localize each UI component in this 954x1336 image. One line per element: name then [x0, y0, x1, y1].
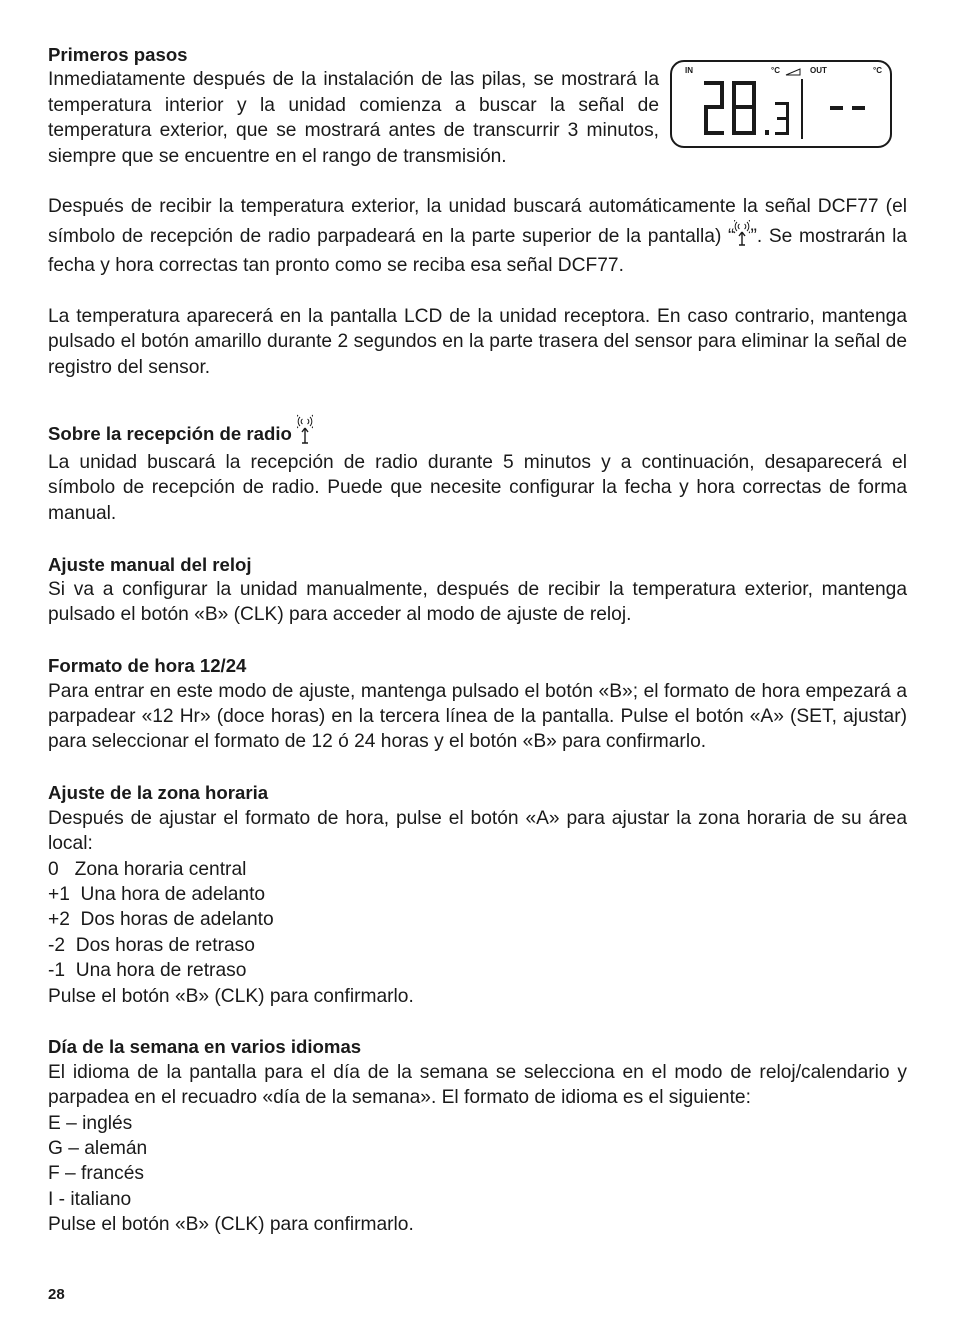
lcd-digit-2 — [704, 81, 724, 135]
list-item: -1 Una hora de retraso — [48, 960, 247, 982]
antenna-icon — [734, 220, 750, 253]
list-item: -2 Dos horas de retraso — [48, 934, 255, 956]
paragraph-primeros-pasos: Inmediatamente después de la instalación de las pilas, se mostrará la temperatura interior y la unidad comienza a buscar la señal de temperatura exterior, que se mostrará antes de transcurrir 3 minutos, siempre que se encuentre en el rango de transmisión. — [48, 69, 659, 167]
heading-dia-semana: Día de la semana en varios idiomas — [48, 1036, 362, 1058]
list-item: F – francés — [48, 1163, 144, 1185]
lcd-out-label: OUT — [810, 66, 827, 75]
heading-formato-hora: Formato de hora 12/24 — [48, 655, 247, 677]
confirm-zona: Pulse el botón «B» (CLK) para confirmarlo. — [48, 985, 414, 1007]
paragraph-dia-semana: El idioma de la pantalla para el día de la semana se selecciona en el modo de reloj/calendario y parpadea en el recuadro «día de la semana». El formato de idioma es el siguiente: — [48, 1061, 907, 1109]
confirm-idiomas: Pulse el botón «B» (CLK) para confirmarlo. — [48, 1214, 414, 1236]
heading-recepcion-text: Sobre la recepción de radio — [48, 422, 292, 444]
lcd-divider — [801, 79, 803, 139]
lcd-segments — [672, 62, 894, 150]
dcf77-text-before: Después de recibir la temperatura exterior, la unidad buscará automáticamente la señal DCF77 (el símbolo de recepción de radio parpadeará en la parte superior de la pantalla) “ — [48, 196, 907, 247]
lcd-dash — [852, 106, 865, 110]
lcd-dash — [830, 106, 843, 110]
antenna-icon — [297, 414, 313, 450]
list-item: 0 Zona horaria central — [48, 858, 247, 880]
heading-recepcion-radio — [48, 414, 907, 450]
paragraph-lcd: La temperatura aparecerá en la pantalla LCD de la unidad receptora. En caso contrario, mantenga pulsado el botón amarillo durante 2 segundos en la parte trasera del sensor para eliminar la señal de registro del sensor. — [48, 306, 907, 378]
paragraph-zona-horaria: Después de ajustar el formato de hora, pulse el botón «A» para ajustar la zona horaria de su área local: — [48, 807, 907, 855]
lcd-display — [670, 60, 892, 148]
dcf77-text-after: ”. Se mostrarán la fecha y hora correctas tan pronto como se reciba esa señal DCF77. — [48, 225, 907, 277]
list-item: +2 Dos horas de adelanto — [48, 909, 274, 931]
lcd-digit-8 — [732, 81, 756, 135]
lcd-in-unit: °C — [771, 66, 780, 75]
page-number: 28 — [48, 1286, 65, 1303]
paragraph-formato-hora: Para entrar en este modo de ajuste, mantenga pulsado el botón «B»; el formato de hora empezará a parpadear «12 Hr» (doce horas) en la tercera línea de la pantalla. Pulse el botón «A» (SET, ajustar) para seleccionar el formato de 12 ó 24 horas y el botón «B» para confirmarlo. — [48, 680, 907, 753]
list-item: I - italiano — [48, 1188, 132, 1210]
lcd-out-unit: °C — [873, 66, 882, 75]
heading-ajuste-reloj: Ajuste manual del reloj — [48, 553, 252, 575]
list-item: G – alemán — [48, 1137, 148, 1159]
paragraph-ajuste-reloj: Si va a configurar la unidad manualmente, después de recibir la temperatura exterior, mantenga pulsado el botón «B» (CLK) para acceder al modo de ajuste de reloj. — [48, 579, 907, 626]
manual-page — [48, 42, 907, 1238]
lcd-in-label: IN — [685, 66, 693, 75]
paragraph-recepcion-radio: La unidad buscará la recepción de radio durante 5 minutos y a continuación, desaparecerá el símbolo de recepción de radio. Puede que necesite configurar la fecha y hora correctas de forma manual. — [48, 452, 907, 524]
heading-primeros-pasos: Primeros pasos — [48, 44, 188, 65]
lcd-decimal-point — [765, 130, 769, 135]
paragraph-dcf77 — [48, 194, 907, 278]
heading-zona-horaria: Ajuste de la zona horaria — [48, 782, 269, 804]
lcd-digit-3 — [775, 102, 789, 135]
list-item: +1 Una hora de adelanto — [48, 883, 266, 905]
list-item: E – inglés — [48, 1112, 133, 1134]
